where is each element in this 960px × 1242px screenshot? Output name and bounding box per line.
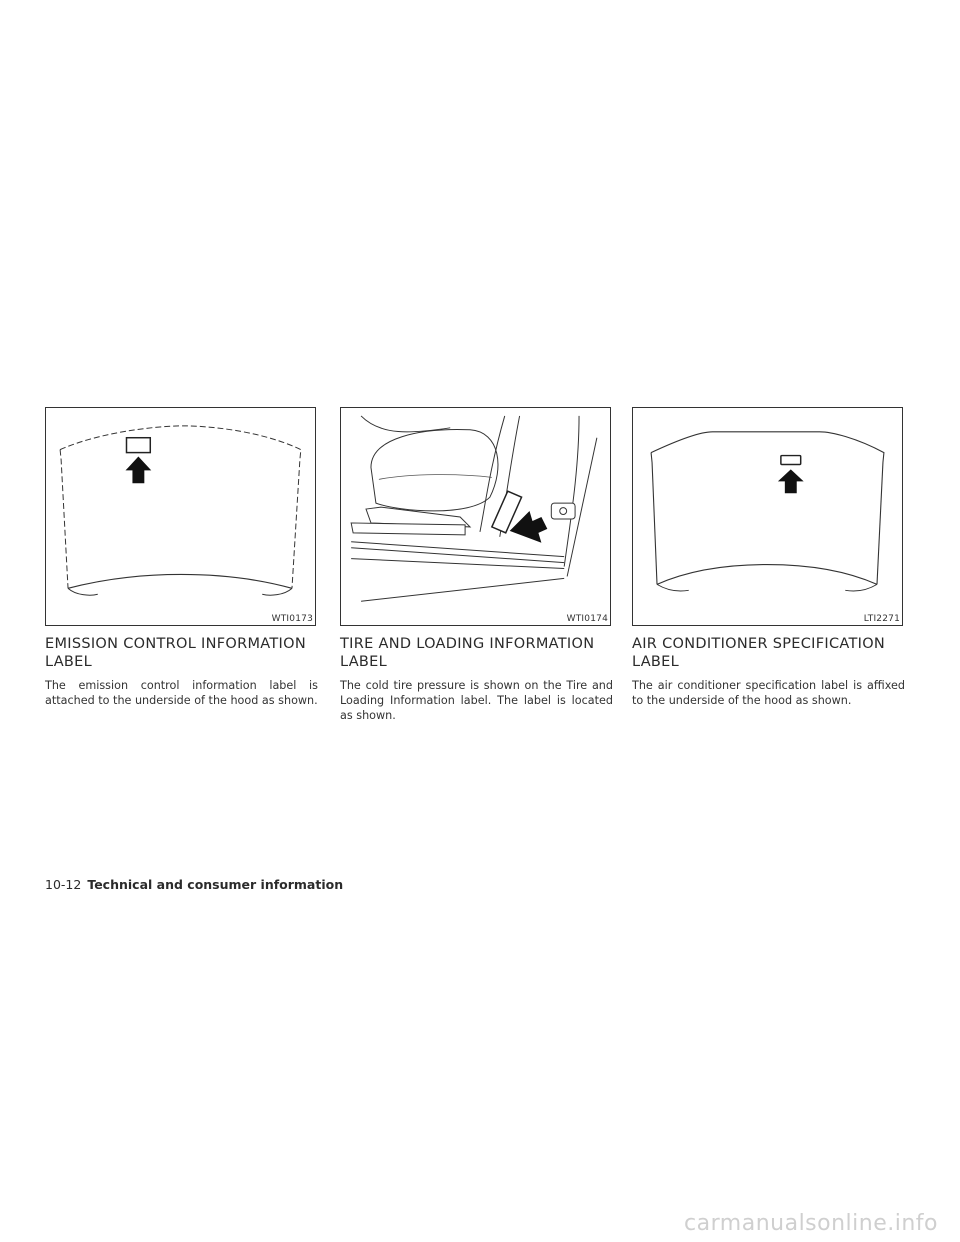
door-pillar-illustration (341, 408, 610, 625)
watermark: carmanualsonline.info (684, 1211, 938, 1236)
figure-code: WTI0174 (566, 614, 608, 624)
section-body: The cold tire pressure is shown on the Tire and Loading Information label. The label is located as shown. (340, 679, 613, 722)
page-number: 10-12 (45, 877, 82, 892)
figure-code: WTI0173 (271, 614, 313, 624)
section-title: TIRE AND LOADING INFORMATION LABEL (340, 636, 595, 670)
emission-label-section (45, 407, 318, 708)
section-body: The emission control information label is attached to the underside of the hood as shown. (45, 679, 318, 707)
section-body: The air conditioner specification label is affixed to the underside of the hood as shown. (632, 679, 905, 707)
emission-label-figure (45, 407, 316, 626)
label-marker (781, 456, 801, 465)
tire-label-section (340, 407, 613, 723)
section-title: EMISSION CONTROL INFORMATION LABEL (45, 636, 306, 670)
arrow-up-icon (126, 457, 152, 484)
figure-code: LTI2271 (863, 614, 900, 624)
section-title: AIR CONDITIONER SPECIFICATION LABEL (632, 636, 886, 670)
arrow-up-icon (778, 469, 804, 493)
tire-label-figure (340, 407, 611, 626)
footer-section-title: Technical and consumer information (87, 877, 344, 892)
page-footer (45, 877, 343, 892)
arrow-icon (510, 511, 548, 543)
ac-label-section (632, 407, 905, 708)
hood-illustration (633, 408, 902, 625)
hood-illustration (46, 408, 315, 625)
label-marker (126, 438, 150, 453)
ac-label-figure (632, 407, 903, 626)
